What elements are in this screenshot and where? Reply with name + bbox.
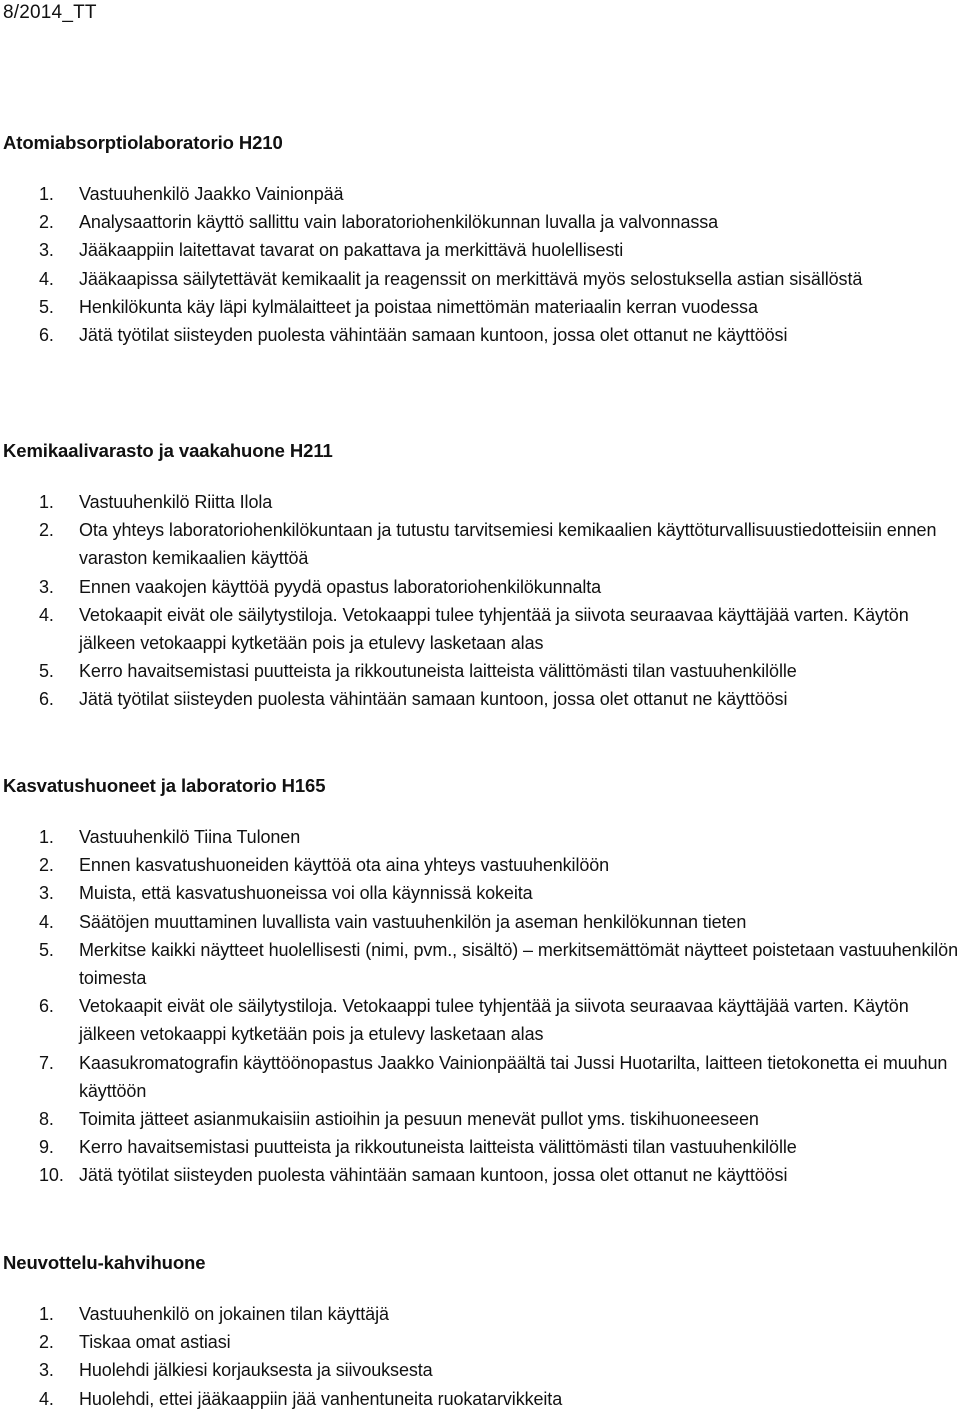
item-text: Säätöjen muuttaminen luvallista vain vastuuhenkilön ja aseman henkilökunnan tieten xyxy=(79,911,747,932)
item-text: Vetokaapit eivät ole säilytystiloja. Vetokaappi tulee tyhjentää ja siivota seuraavaa käyttäjää varten. Käytön jälkeen vetokaappi kytketään pois ja etulevy lasketaan alas xyxy=(79,996,909,1045)
item-number: 7. xyxy=(39,1052,54,1073)
item-number: 1. xyxy=(39,184,54,204)
item-text: Jääkaappiin laitettavat tavarat on pakattava ja merkittävä huolellisesti xyxy=(79,240,624,261)
item-number: 10. xyxy=(39,1165,64,1186)
item-text: Merkitse kaikki näytteet huolellisesti (nimi, pvm., sisältö) – merkitsemättömät näytteet poistetaan vastuuhenkilön toimesta xyxy=(79,939,958,989)
list-item xyxy=(3,908,960,936)
section-title: Kemikaalivarasto ja vaakahuone H211 xyxy=(3,440,333,461)
item-number: 6. xyxy=(39,996,54,1017)
item-number: 2. xyxy=(39,1332,54,1353)
list-item xyxy=(3,601,960,657)
item-text: Vastuuhenkilö Riitta Ilola xyxy=(79,492,273,512)
item-text: Jätä työtilat siisteyden puolesta vähintään samaan kuntoon, jossa olet ottanut ne käyttöösi xyxy=(79,689,788,710)
item-number: 8. xyxy=(39,1109,54,1130)
item-number: 3. xyxy=(39,240,54,261)
item-number: 3. xyxy=(39,576,54,597)
item-number: 1. xyxy=(39,1304,54,1324)
item-number: 1. xyxy=(39,827,54,847)
section-title: Neuvottelu-kahvihuone xyxy=(3,1252,206,1273)
item-text: Ota yhteys laboratoriohenkilökuntaan ja tutustu tarvitsemiesi kemikaalien käyttöturvallisuustiedotteisiin ennen varaston kemikaalien käyttöä xyxy=(79,520,937,569)
item-text: Vastuuhenkilö on jokainen tilan käyttäjä xyxy=(79,1304,389,1324)
item-text: Ennen vaakojen käyttöä pyydä opastus laboratoriohenkilökunnalta xyxy=(79,576,602,597)
section-title: Atomiabsorptiolaboratorio H210 xyxy=(3,132,283,153)
list-item xyxy=(3,851,960,879)
list-item xyxy=(3,936,960,992)
rule-list xyxy=(3,180,960,349)
item-text: Vetokaapit eivät ole säilytystiloja. Vetokaappi tulee tyhjentää ja siivota seuraavaa käyttäjää varten. Käytön jälkeen vetokaappi kytketään pois ja etulevy lasketaan alas xyxy=(79,604,909,654)
rule-list xyxy=(3,823,960,1190)
item-text: Henkilökunta käy läpi kylmälaitteet ja poistaa nimettömän materiaalin kerran vuodessa xyxy=(79,296,758,317)
item-text: Kaasukromatografin käyttöönopastus Jaakko Vainionpäältä tai Jussi Huotarilta, laitteen tietokonetta ei muuhun käyttöön xyxy=(79,1052,948,1101)
list-item xyxy=(3,1356,960,1384)
list-item xyxy=(3,573,960,601)
section-title: Kasvatushuoneet ja laboratorio H165 xyxy=(3,775,326,796)
item-text: Tiskaa omat astiasi xyxy=(79,1332,231,1353)
item-text: Jätä työtilat siisteyden puolesta vähintään samaan kuntoon, jossa olet ottanut ne käyttöösi xyxy=(79,1165,788,1186)
document-id: 8/2014_TT xyxy=(3,2,97,23)
rule-list xyxy=(3,488,960,714)
item-number: 4. xyxy=(39,1388,54,1409)
item-number: 6. xyxy=(39,689,54,710)
list-item xyxy=(3,1328,960,1356)
item-number: 2. xyxy=(39,520,54,541)
item-number: 3. xyxy=(39,883,54,904)
item-text: Huolehdi, ettei jääkaappiin jää vanhentuneita ruokatarvikkeita xyxy=(79,1388,563,1409)
list-item xyxy=(3,321,960,349)
list-item xyxy=(3,1161,960,1189)
list-item xyxy=(3,879,960,907)
list-item xyxy=(3,685,960,713)
item-text: Analysaattorin käyttö sallittu vain laboratoriohenkilökunnan luvalla ja valvonnassa xyxy=(79,212,719,233)
item-number: 5. xyxy=(39,939,54,960)
item-text: Toimita jätteet asianmukaisiin astioihin ja pesuun menevät pullot yms. tiskihuoneeseen xyxy=(79,1109,759,1130)
list-item xyxy=(3,1300,960,1328)
list-item xyxy=(3,1105,960,1133)
list-item xyxy=(3,1049,960,1105)
list-item xyxy=(3,823,960,851)
list-item xyxy=(3,1133,960,1161)
list-item xyxy=(3,992,960,1048)
section-kemikaalivarasto xyxy=(3,437,960,714)
list-item xyxy=(3,265,960,293)
item-text: Vastuuhenkilö Jaakko Vainionpää xyxy=(79,184,344,204)
section-kasvatushuoneet xyxy=(3,772,960,1190)
item-text: Muista, että kasvatushuoneissa voi olla käynnissä kokeita xyxy=(79,883,533,904)
list-item xyxy=(3,293,960,321)
item-text: Kerro havaitsemistasi puutteista ja rikkoutuneista laitteista välittömästi tilan vastuuhenkilölle xyxy=(79,1137,797,1158)
item-number: 4. xyxy=(39,604,54,625)
item-number: 3. xyxy=(39,1360,54,1381)
item-text: Ennen kasvatushuoneiden käyttöä ota aina yhteys vastuuhenkilöön xyxy=(79,855,610,876)
list-item xyxy=(3,208,960,236)
list-item xyxy=(3,1385,960,1413)
item-text: Vastuuhenkilö Tiina Tulonen xyxy=(79,827,301,847)
item-number: 5. xyxy=(39,661,54,682)
section-neuvottelu-kahvihuone xyxy=(3,1249,960,1413)
item-text: Kerro havaitsemistasi puutteista ja rikkoutuneista laitteista välittömästi tilan vastuuhenkilölle xyxy=(79,661,797,682)
item-number: 9. xyxy=(39,1137,54,1158)
list-item xyxy=(3,180,960,208)
item-text: Jätä työtilat siisteyden puolesta vähintään samaan kuntoon, jossa olet ottanut ne käyttöösi xyxy=(79,325,788,346)
item-number: 4. xyxy=(39,911,54,932)
item-number: 2. xyxy=(39,855,54,876)
item-text: Jääkaapissa säilytettävät kemikaalit ja reagenssit on merkittävä myös selostuksella astian sisällöstä xyxy=(79,268,863,289)
section-atomiabsorptiolaboratorio xyxy=(3,129,960,349)
list-item xyxy=(3,488,960,516)
item-number: 6. xyxy=(39,325,54,346)
rule-list xyxy=(3,1300,960,1413)
item-number: 5. xyxy=(39,296,54,317)
list-item xyxy=(3,657,960,685)
item-number: 2. xyxy=(39,212,54,233)
item-number: 1. xyxy=(39,492,54,512)
item-text: Huolehdi jälkiesi korjauksesta ja siivouksesta xyxy=(79,1360,433,1381)
item-number: 4. xyxy=(39,268,54,289)
list-item xyxy=(3,236,960,264)
list-item xyxy=(3,516,960,572)
